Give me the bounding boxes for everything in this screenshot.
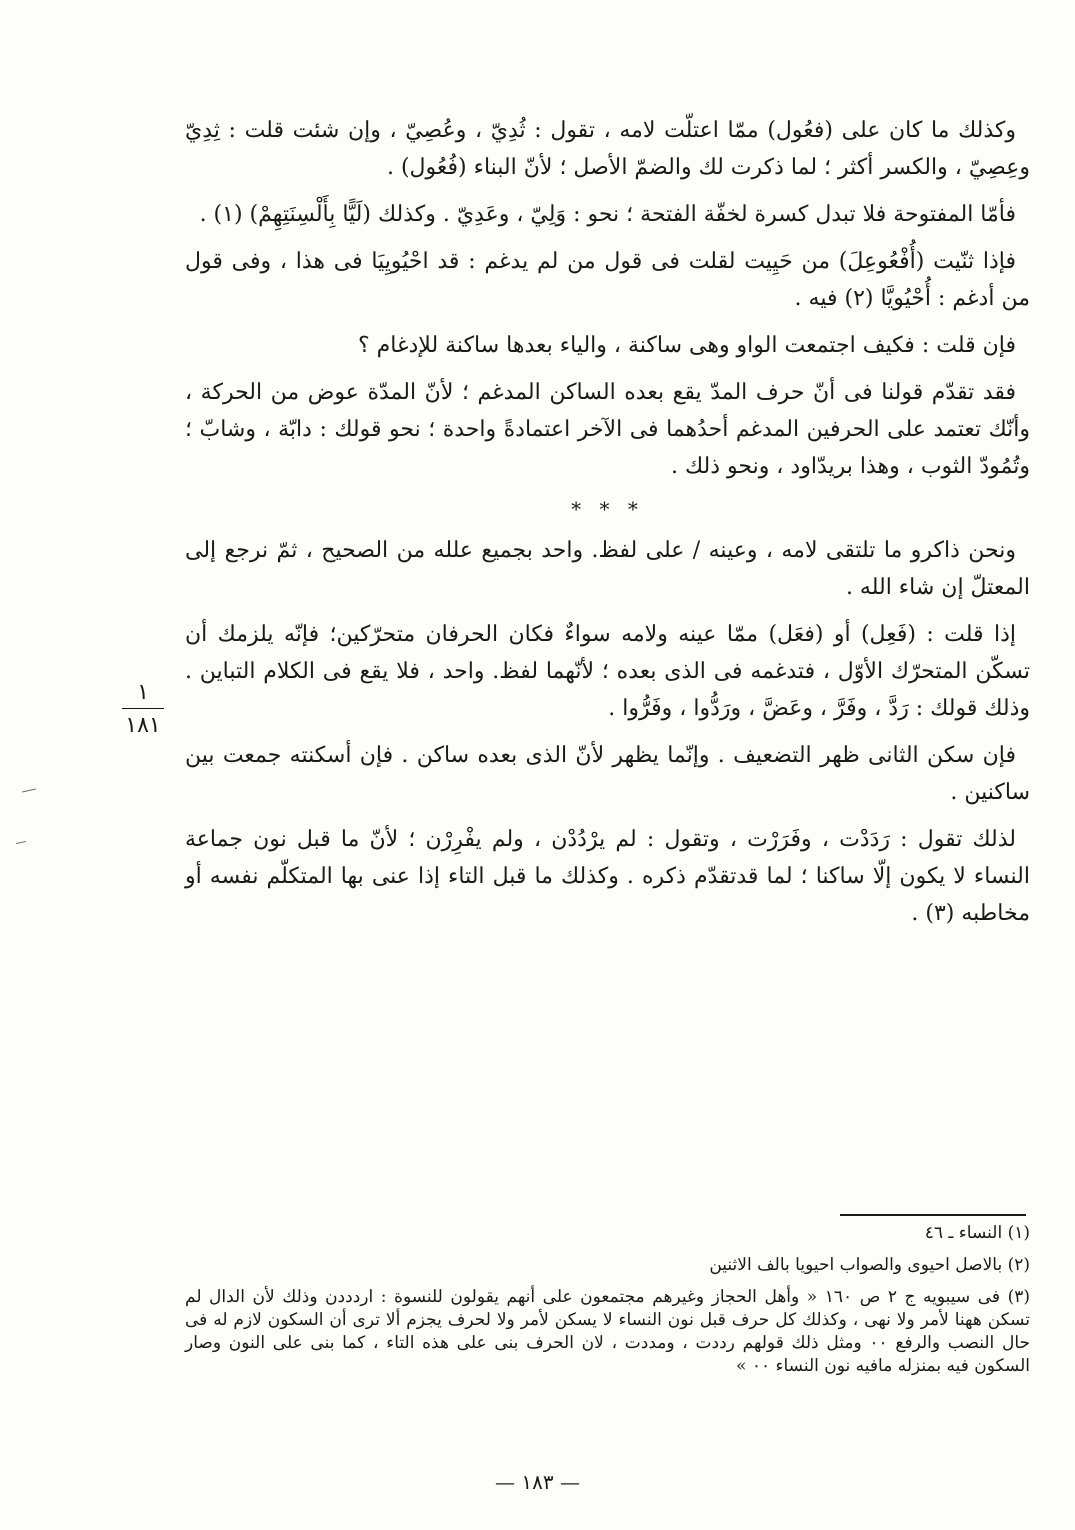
footnotes [185,1222,1030,1387]
paragraph: لذلك تقول : رَدَدْت ، وفَرَرْت ، وتقول : لم يرْدُدْن ، ولم يفْرِرْن ؛ لأنّ ما قبل نون جماعة النساء لا يكون إلّا ساكنا ؛ لما قدتقدّم ذكره . وكذلك ما قبل التاء إذا عنى بها المتكلّم نفسه أو مخاطبه (٣) . [185,827,1030,926]
page-number: — ١٨٣ — [495,1470,580,1494]
main-text [185,112,1030,942]
paragraph: فإذا ثنّيت (أُفْعُوعِلَ) من حَيِيت لقلت فى قول من لم يدغم : قد احْيُويِيَا فى هذا ، وفى قول من أدغم : أُحْيُويَّا (٢) فيه . [185,249,1030,311]
folio-number: ١ [137,680,149,705]
paragraph: فإن سكن الثانى ظهر التضعيف . وإنّما يظهر لأنّ الذى بعده ساكن . فإن أسكنته جمعت بين ساكنين . [185,743,1030,805]
scan-edge-mark [16,841,26,844]
scan-edge-mark [22,789,36,793]
manuscript-folio-reference [118,680,168,739]
section-separator: * * * [571,497,644,521]
footnote: (٢) بالاصل احيوى والصواب احيويا بالف الاثنين [709,1255,1030,1275]
paragraph: ونحن ذاكرو ما تلتقى لامه ، وعينه / على لفظ. واحد بجميع علله من الصحيح ، ثمّ نرجع إلى المعتلّ إن شاء الله . [185,538,1030,600]
paragraph: فأمّا المفتوحة فلا تبدل كسرة لخفّة الفتحة ؛ نحو : وَلِيّ ، وعَدِيّ . وكذلك (لَيًّا بِأَلْسِنَتِهِمْ) (١) . [199,202,1016,227]
paragraph: وكذلك ما كان على (فعُول) ممّا اعتلّت لامه ، تقول : ثُدِيّ ، وعُصِيّ ، وإن شئت قلت : ثِدِيّ وعِصِيّ ، والكسر أكثر ؛ لما ذكرت لك والضمّ الأصل ؛ لأنّ البناء (فُعُول) . [185,118,1030,180]
paragraph: إذا قلت : (فَعِل) أو (فعَل) ممّا عينه ولامه سواءٌ فكان الحرفان متحرّكين؛ فإنّه يلزمك أن تسكّن المتحرّك الأوّل ، فتدغمه فى الذى بعده ؛ لأنّهما لفظ. واحد ، فلا يقع فى الكلام التباين . وذلك قولك : رَدَّ ، وفَرَّ ، وعَضَّ ، ورَدُّوا ، وفَرُّوا . [185,622,1030,721]
footnote: (٣) فى سيبويه ج ٢ ص ١٦٠ « وأهل الحجاز وغيرهم مجتمعون على أنهم يقولون للنسوة : اردددن وذلك لأن الدال لم تسكن ههنا لأمر ولا نهى ، وكذلك كل حرف قبل نون النساء لا يسكن لأمر ولا لحرف يجزم ألا ترى أن السكون لازم له فى حال النصب والرفع ٠٠ ومثل ذلك قولهم رددت ، ومددت ، لان الحرف بنى على هذه التاء ، كما بنى على النون وصار السكون فيه بمنزله مافيه نون النساء ٠٠ » [185,1287,1031,1376]
footnote-separator [840,1214,1026,1216]
folio-page: ١٨١ [125,713,161,738]
paragraph: فقد تقدّم قولنا فى أنّ حرف المدّ يقع بعده الساكن المدغم ؛ لأنّ المدّة عوض من الحركة ، وأنّك تعتمد على الحرفين المدغم أحدُهما فى الآخر اعتمادةً واحدة ؛ نحو قولك : دابّة ، وشابّ ؛ وتُمُودّ الثوب ، وهذا بريدّاود ، ونحو ذلك . [185,380,1030,479]
footnote: (١) النساء ـ ٤٦ [924,1223,1030,1243]
paragraph: فإن قلت : فكيف اجتمعت الواو وهى ساكنة ، والياء بعدها ساكنة للإدغام ؟ [358,333,1016,358]
